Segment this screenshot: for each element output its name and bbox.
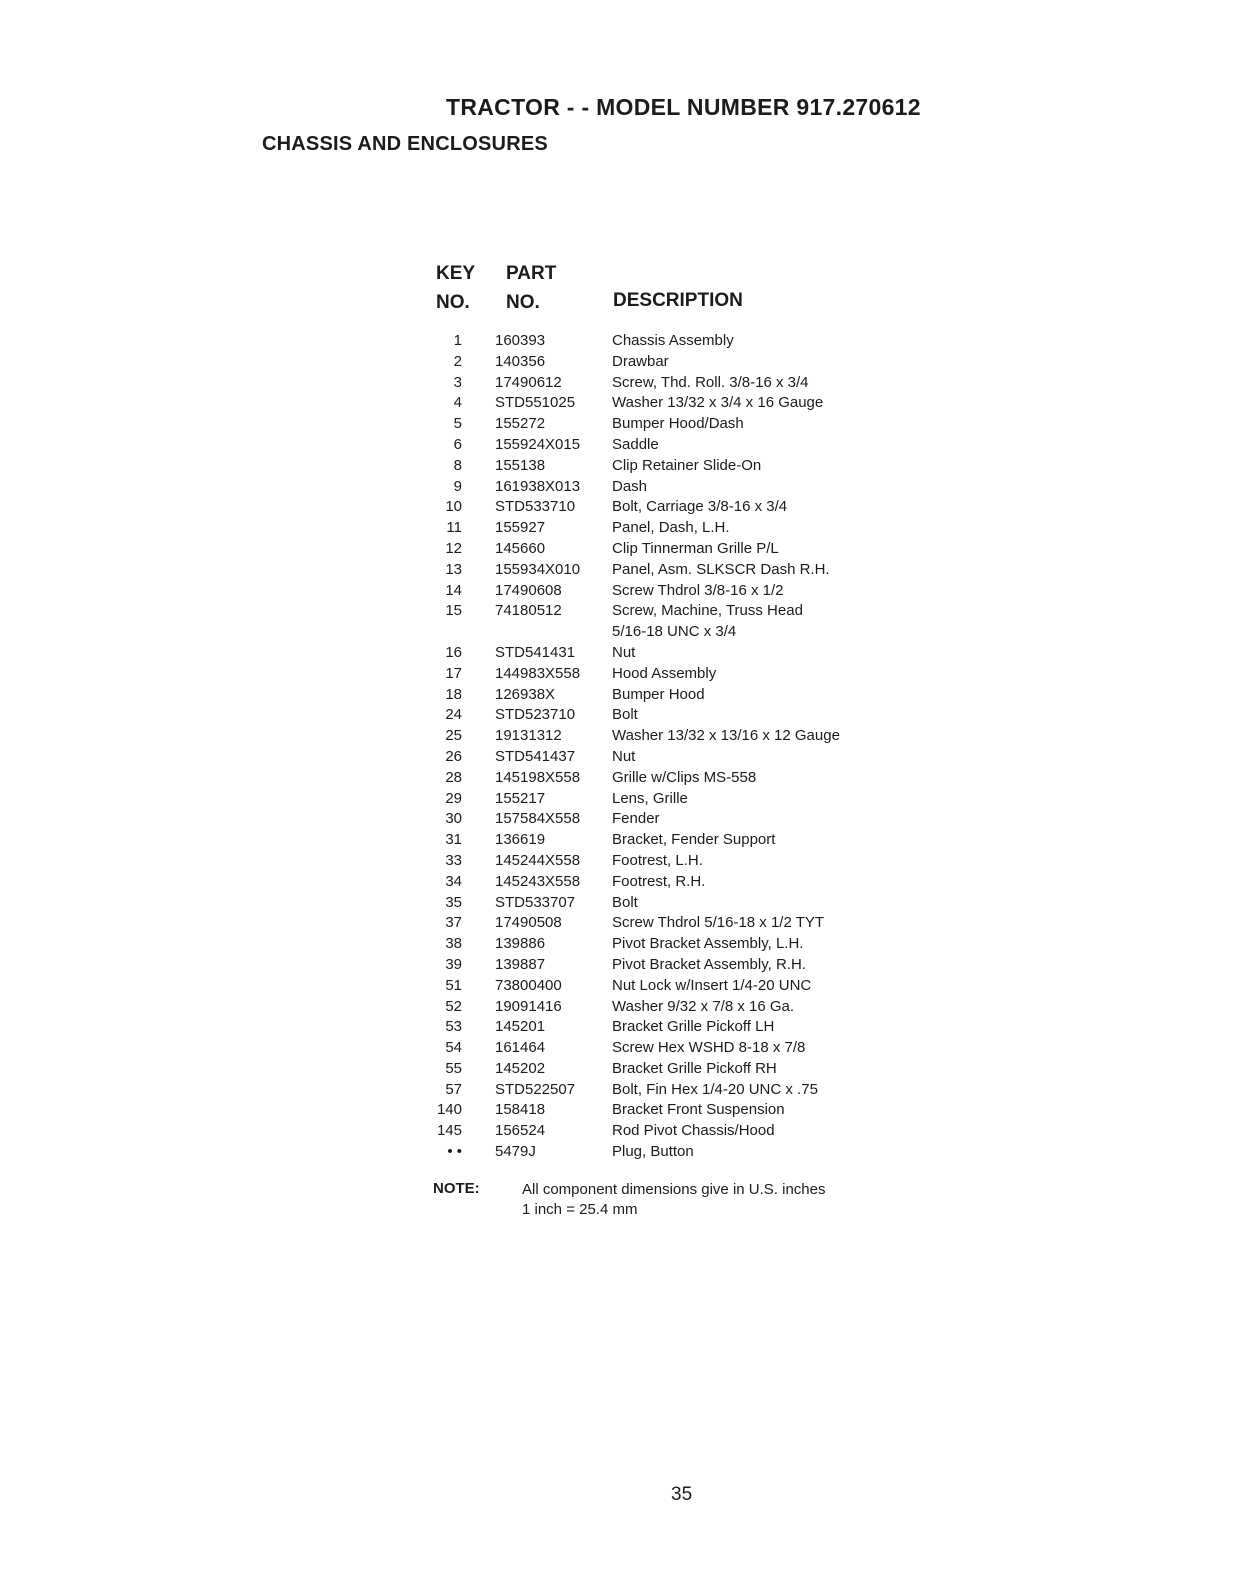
document-title: TRACTOR - - MODEL NUMBER 917.270612 <box>446 94 921 120</box>
description <box>612 477 647 498</box>
description-line: Washer 13/32 x 13/16 x 12 Gauge <box>612 727 840 745</box>
description <box>612 539 779 560</box>
description-line: Screw, Thd. Roll. 3/8-16 x 3/4 <box>612 373 809 391</box>
table-row <box>428 435 888 456</box>
key-number: 9 <box>453 477 462 495</box>
description <box>612 1038 805 1059</box>
table-row <box>428 643 888 664</box>
part-number: 155924X015 <box>495 435 581 453</box>
table-row <box>428 601 888 643</box>
description <box>612 643 635 664</box>
table-row <box>428 664 888 685</box>
description <box>612 435 659 456</box>
part-number: STD551025 <box>495 394 576 412</box>
description-line: Bumper Hood <box>612 685 705 703</box>
description <box>612 913 824 934</box>
description <box>612 1080 818 1101</box>
table-row <box>428 1017 888 1038</box>
note-text <box>522 1180 826 1220</box>
part-number: 155217 <box>495 789 546 807</box>
description <box>612 726 840 747</box>
description-line: Bracket Front Suspension <box>612 1101 785 1119</box>
description <box>612 1100 785 1121</box>
part-number: 136619 <box>495 831 546 849</box>
key-number: 1 <box>453 332 462 349</box>
description <box>612 601 803 643</box>
description-line: Rod Pivot Chassis/Hood <box>612 1122 775 1140</box>
key-number: 30 <box>445 810 462 828</box>
part-number: STD523710 <box>495 706 576 724</box>
key-number: 13 <box>445 560 462 578</box>
key-number: 57 <box>445 1080 462 1098</box>
key-number: 25 <box>445 727 462 745</box>
table-row <box>428 1080 888 1101</box>
table-row <box>428 747 888 768</box>
table-row <box>428 955 888 976</box>
table-row <box>428 581 888 602</box>
key-number: 34 <box>445 872 462 890</box>
header-key-line2: NO. <box>436 292 470 313</box>
table-row <box>428 1059 888 1080</box>
description <box>612 789 688 810</box>
description <box>612 331 734 352</box>
description-line: Footrest, L.H. <box>612 851 703 869</box>
part-number: 5479J <box>495 1143 536 1161</box>
table-row <box>428 1142 888 1163</box>
description-line: Washer 9/32 x 7/8 x 16 Ga. <box>612 997 795 1015</box>
part-number: 155927 <box>495 519 546 537</box>
table-row <box>428 560 888 581</box>
description <box>612 1121 775 1142</box>
description-line-2: 5/16-18 UNC x 3/4 <box>612 623 737 641</box>
part-number: 73800400 <box>495 976 562 994</box>
key-number: 12 <box>445 539 462 557</box>
key-number: 39 <box>445 955 462 973</box>
part-number: 19131312 <box>495 727 562 745</box>
table-row <box>428 705 888 726</box>
part-number: 155272 <box>495 415 546 433</box>
description <box>612 830 775 851</box>
section-subtitle: CHASSIS AND ENCLOSURES <box>262 133 548 155</box>
key-number: 15 <box>445 602 462 620</box>
key-number: 8 <box>453 456 462 474</box>
key-number: 55 <box>445 1059 462 1077</box>
note-line-1: All component dimensions give in U.S. inches <box>522 1181 826 1198</box>
key-number: 6 <box>453 435 462 453</box>
part-number: 155138 <box>495 456 546 474</box>
table-row <box>428 518 888 539</box>
key-number: 31 <box>445 831 462 849</box>
description <box>612 747 635 768</box>
key-number: 145 <box>436 1122 462 1140</box>
part-number: 140356 <box>495 352 546 370</box>
table-row <box>428 1038 888 1059</box>
key-number: 4 <box>453 394 462 412</box>
description-line: Bolt <box>612 706 638 724</box>
part-number: 161464 <box>495 1039 546 1057</box>
header-part-line1: PART <box>506 263 557 284</box>
description-line: Panel, Dash, L.H. <box>612 519 730 537</box>
table-row <box>428 456 888 477</box>
description-line: Nut <box>612 643 636 661</box>
key-number: 140 <box>436 1101 462 1119</box>
note-line-2: 1 inch = 25.4 mm <box>522 1201 638 1218</box>
part-number: 156524 <box>495 1122 546 1140</box>
part-number: 157584X558 <box>495 810 581 828</box>
description-line: Clip Retainer Slide-On <box>612 456 762 474</box>
description-line: Grille w/Clips MS-558 <box>612 768 757 786</box>
part-number: 145198X558 <box>495 768 581 786</box>
key-number: 28 <box>445 768 462 786</box>
key-number: 5 <box>453 415 462 433</box>
table-row <box>428 477 888 498</box>
table-row <box>428 809 888 830</box>
part-number: 155934X010 <box>495 560 581 578</box>
key-number: 10 <box>445 498 462 516</box>
part-number: 19091416 <box>495 997 562 1015</box>
part-number: 161938X013 <box>495 477 581 495</box>
part-number: STD541431 <box>495 643 576 661</box>
description <box>612 414 744 435</box>
table-row <box>428 497 888 518</box>
description <box>612 560 830 581</box>
key-number: 54 <box>445 1039 462 1057</box>
table-row <box>428 352 888 373</box>
key-number: 29 <box>445 789 462 807</box>
description <box>612 456 761 477</box>
table-row <box>428 893 888 914</box>
table-row <box>428 830 888 851</box>
key-number: 3 <box>453 373 462 391</box>
table-row <box>428 872 888 893</box>
note-label: NOTE: <box>433 1180 480 1197</box>
description-line: Clip Tinnerman Grille P/L <box>612 539 779 557</box>
key-number: 18 <box>445 685 462 703</box>
part-number: 145660 <box>495 539 546 557</box>
part-number: 145244X558 <box>495 851 581 869</box>
description-line: Footrest, R.H. <box>612 872 706 890</box>
description-line: Bolt, Carriage 3/8-16 x 3/4 <box>612 498 788 516</box>
header-description: DESCRIPTION <box>613 290 743 311</box>
key-number: 2 <box>453 352 462 370</box>
description-line: Plug, Button <box>612 1143 694 1161</box>
key-number: 53 <box>445 1018 462 1036</box>
description <box>612 352 669 373</box>
description-line: Bracket Grille Pickoff RH <box>612 1059 777 1077</box>
description <box>612 664 716 685</box>
description-line: Hood Assembly <box>612 664 717 682</box>
description-line: Nut Lock w/Insert 1/4-20 UNC <box>612 976 812 994</box>
description-line: Lens, Grille <box>612 789 688 807</box>
key-number: 24 <box>445 706 462 724</box>
key-number: 16 <box>445 643 462 661</box>
key-number: 11 <box>446 519 462 537</box>
description <box>612 997 794 1018</box>
table-row <box>428 685 888 706</box>
parts-table <box>428 331 888 1163</box>
part-number: STD522507 <box>495 1080 576 1098</box>
part-number: 17490508 <box>495 914 562 932</box>
description <box>612 518 730 539</box>
part-number: 139887 <box>495 955 546 973</box>
table-row <box>428 789 888 810</box>
header-key-line1: KEY <box>436 263 476 284</box>
key-number: 33 <box>445 851 462 869</box>
description <box>612 1059 777 1080</box>
table-row <box>428 331 888 352</box>
part-number: STD533710 <box>495 498 576 516</box>
table-row <box>428 976 888 997</box>
description-line: Bracket, Fender Support <box>612 831 776 849</box>
description <box>612 976 811 997</box>
part-number: 74180512 <box>495 602 562 620</box>
table-row <box>428 1100 888 1121</box>
description <box>612 872 705 893</box>
description <box>612 497 787 518</box>
description-line: Fender <box>612 810 660 828</box>
table-row <box>428 997 888 1018</box>
part-number: 144983X558 <box>495 664 581 682</box>
description-line: Screw, Machine, Truss Head <box>612 602 803 620</box>
description <box>612 934 803 955</box>
part-number: STD541437 <box>495 747 576 765</box>
description <box>612 893 638 914</box>
part-number: 126938X <box>495 685 556 703</box>
description-line: Screw Thdrol 3/8-16 x 1/2 <box>612 581 784 599</box>
key-number: • • <box>447 1143 462 1161</box>
table-row <box>428 414 888 435</box>
header-part-line2: NO. <box>506 292 540 313</box>
part-number: 17490608 <box>495 581 562 599</box>
part-number: 160393 <box>495 332 546 349</box>
key-number: 38 <box>445 935 462 953</box>
part-number: STD533707 <box>495 893 576 911</box>
description <box>612 768 756 789</box>
description-line: Bracket Grille Pickoff LH <box>612 1018 775 1036</box>
table-row <box>428 768 888 789</box>
key-number: 35 <box>445 893 462 911</box>
table-row <box>428 539 888 560</box>
key-number: 51 <box>445 976 462 994</box>
key-number: 37 <box>445 914 462 932</box>
key-number: 14 <box>445 581 462 599</box>
part-number: 145201 <box>495 1018 546 1036</box>
description <box>612 955 806 976</box>
part-number: 139886 <box>495 935 546 953</box>
description <box>612 373 809 394</box>
description <box>612 1017 774 1038</box>
description-line: Nut <box>612 747 636 765</box>
table-row <box>428 913 888 934</box>
description <box>612 851 703 872</box>
table-row <box>428 851 888 872</box>
description <box>612 809 660 830</box>
description-line: Chassis Assembly <box>612 332 734 349</box>
table-row <box>428 373 888 394</box>
description-line: Pivot Bracket Assembly, L.H. <box>612 935 804 953</box>
part-number: 145243X558 <box>495 872 581 890</box>
part-number: 17490612 <box>495 373 562 391</box>
key-number: 26 <box>445 747 462 765</box>
description <box>612 705 638 726</box>
table-row <box>428 1121 888 1142</box>
description-line: Dash <box>612 477 648 495</box>
description-line: Drawbar <box>612 352 669 370</box>
table-row <box>428 393 888 414</box>
page-number: 35 <box>671 1484 693 1505</box>
description <box>612 1142 694 1163</box>
description-line: Bumper Hood/Dash <box>612 415 744 433</box>
key-number: 52 <box>445 997 462 1015</box>
description-line: Bolt <box>612 893 638 911</box>
part-number: 158418 <box>495 1101 546 1119</box>
description-line: Screw Thdrol 5/16-18 x 1/2 TYT <box>612 914 825 932</box>
description-line: Panel, Asm. SLKSCR Dash R.H. <box>612 560 830 578</box>
key-number: 17 <box>445 664 462 682</box>
description-line: Screw Hex WSHD 8-18 x 7/8 <box>612 1039 806 1057</box>
description-line: Washer 13/32 x 3/4 x 16 Gauge <box>612 394 824 412</box>
description <box>612 685 705 706</box>
description-line: Bolt, Fin Hex 1/4-20 UNC x .75 <box>612 1080 818 1098</box>
description <box>612 581 783 602</box>
table-row <box>428 726 888 747</box>
description <box>612 393 823 414</box>
description-line: Pivot Bracket Assembly, R.H. <box>612 955 806 973</box>
description-line: Saddle <box>612 435 659 453</box>
part-number: 145202 <box>495 1059 546 1077</box>
table-row <box>428 934 888 955</box>
